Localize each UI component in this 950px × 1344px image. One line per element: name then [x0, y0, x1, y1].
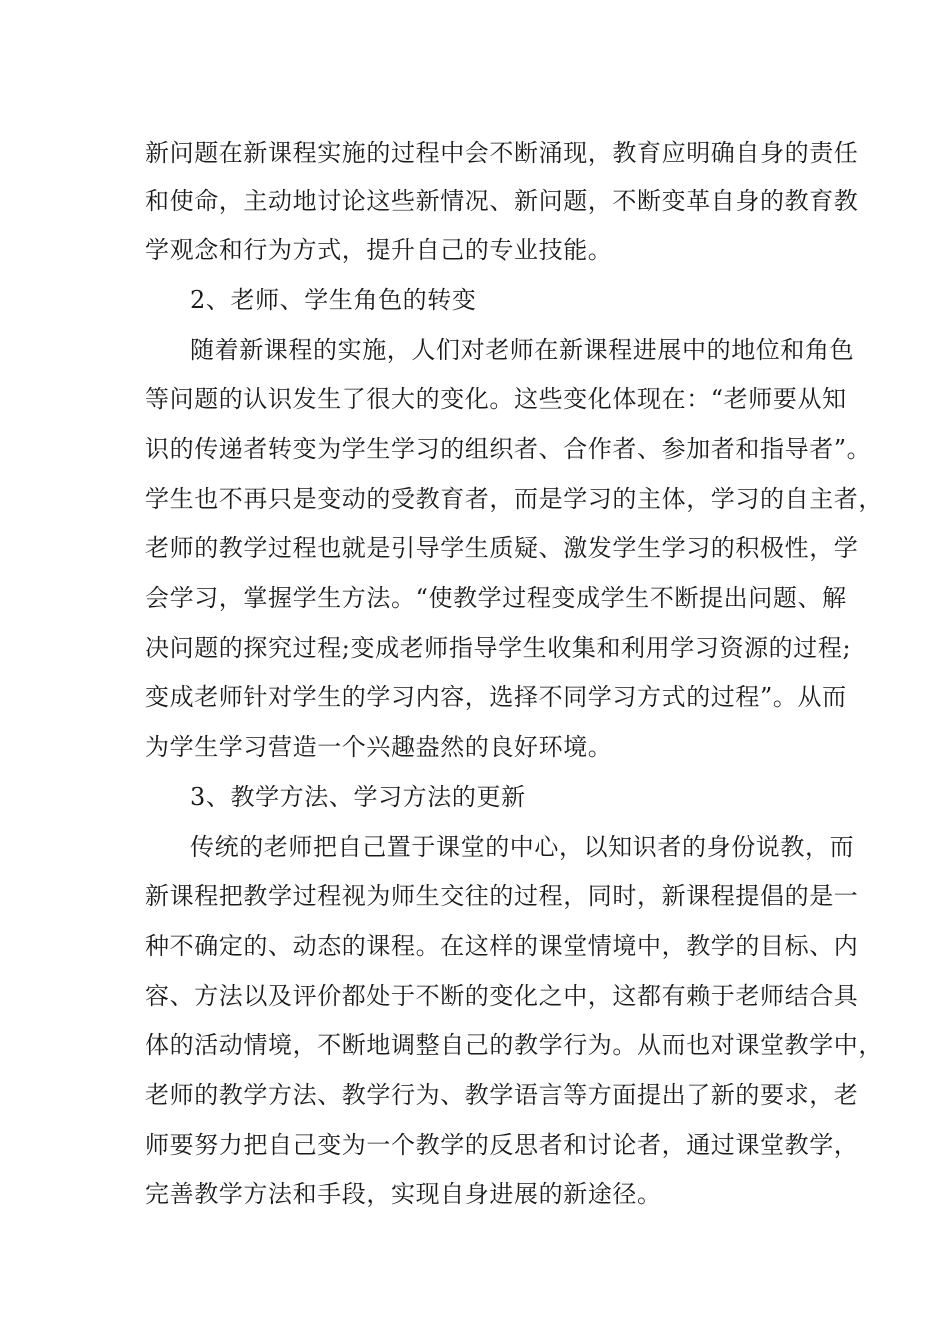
text-line: 体的活动情境，不断地调整自己的教学行为。从而也对课堂教学中， — [145, 1031, 883, 1059]
text-line: 师要努力把自己变为一个教学的反思者和讨论者，通过课堂教学， — [145, 1131, 859, 1159]
text-line: 新问题在新课程实施的过程中会不断涌现，教育应明确自身的责任 — [145, 139, 859, 167]
text-line: 老师的教学方法、教学行为、教学语言等方面提出了新的要求，老 — [145, 1081, 859, 1109]
text-line: 识的传递者转变为学生学习的组织者、合作者、参加者和指导者”。 — [145, 435, 872, 463]
text-line: 容、方法以及评价都处于不断的变化之中，这都有赖于老师结合具 — [145, 982, 859, 1010]
text-line: 变成老师针对学生的学习内容，选择不同学习方式的过程”。从而 — [145, 683, 847, 711]
text-line: 决问题的探究过程;变成老师指导学生收集和利用学习资源的过程; — [145, 634, 852, 662]
text-line: 为学生学习营造一个兴趣盎然的良好环境。 — [145, 733, 613, 761]
section-heading-3: 3、教学方法、学习方法的更新 — [190, 783, 526, 811]
text-line: 等问题的认识发生了很大的变化。这些变化体现在：“老师要从知 — [145, 385, 847, 413]
paragraph-first-line: 传统的老师把自己置于课堂的中心，以知识者的身份说教，而 — [190, 833, 855, 861]
text-line: 会学习，掌握学生方法。“使教学过程变成学生不断提出问题、解 — [145, 584, 847, 612]
text-line: 老师的教学过程也就是引导学生质疑、激发学生学习的积极性，学 — [145, 534, 859, 562]
text-line: 完善教学方法和手段，实现自身进展的新途径。 — [145, 1180, 662, 1208]
text-line: 和使命，主动地讨论这些新情况、新问题，不断变革自身的教育教 — [145, 187, 859, 215]
text-line: 种不确定的、动态的课程。在这样的课堂情境中，教学的目标、内 — [145, 932, 859, 960]
text-line: 新课程把教学过程视为师生交往的过程，同时，新课程提倡的是一 — [145, 882, 859, 910]
paragraph-first-line: 随着新课程的实施，人们对老师在新课程进展中的地位和角色 — [190, 336, 855, 364]
section-heading-2: 2、老师、学生角色的转变 — [190, 286, 477, 314]
text-line: 学生也不再只是变动的受教育者，而是学习的主体，学习的自主者， — [145, 485, 883, 513]
text-line: 学观念和行为方式，提升自己的专业技能。 — [145, 236, 613, 264]
